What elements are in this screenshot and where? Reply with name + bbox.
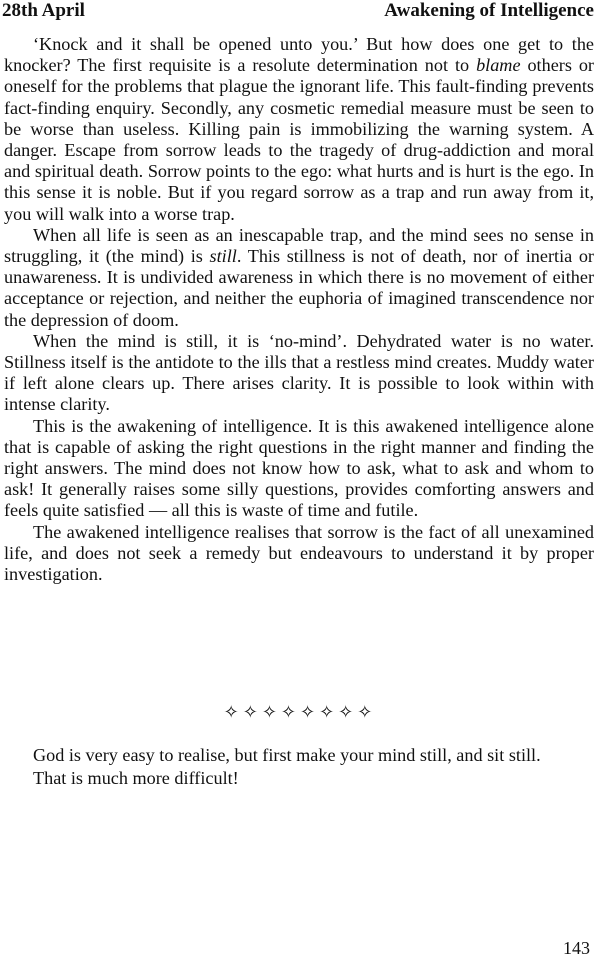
paragraph-1: ‘Knock and it shall be opened unto you.’ But how does one get to the knocker? The first requisite is a resolute determination not to blame others or oneself for the problems that plague the ignorant life. This fault-finding prevents fact-finding enquiry. Secondly, any cosmetic remedial measure must be seen to be worse than useless. Killing pain is immobilizing the warning system. A danger. Escape from sorrow leads to the tragedy of drug-addiction and moral and spiritual death. Sorrow points to the ego: what hurts and is hurt is the ego. In this sense it is noble. But if you regard sorrow as a trap and run away from it, you will walk into a worse trap.: [4, 34, 594, 224]
page-number: 143: [563, 938, 590, 958]
paragraph-2: When all life is seen as an inescapable trap, and the mind sees no sense in struggling, it (the mind) is still. This stillness is not of death, nor of inertia or unawareness. It is undivided awareness in which there is no movement of either acceptance or rejection, and neither the euphoria of imagined transcendence nor the depression of doom.: [4, 224, 594, 330]
emphasis-blame: blame: [476, 55, 521, 76]
coda-paragraph-1: God is very easy to realise, but first make your mind still, and sit still.: [33, 745, 541, 765]
paragraph-3: When the mind is still, it is ‘no-mind’. Dehydrated water is no water. Stillness itself is the antidote to the ills that a restless mind creates. Muddy water if left alone clears up. There arises clarity. It is possible to look within with intense clarity.: [4, 330, 594, 415]
running-header: [2, 0, 594, 28]
header-title: Awakening of Intelligence: [384, 0, 594, 21]
main-text: [4, 34, 594, 585]
paragraph-4: This is the awakening of intelligence. It is this awakened intelligence alone that is capable of asking the right questions in the right manner and finding the right answers. The mind does not know how to ask, what to ask and whom to ask! It generally raises some silly questions, provides comforting answers and feels quite satisfied — all this is waste of time and futile.: [4, 415, 594, 521]
emphasis-still: still: [209, 246, 237, 267]
paragraph-5: The awakened intelligence realises that sorrow is the fact of all unexamined life, and does not seek a remedy but endeavours to understand it by proper investigation.: [4, 521, 594, 585]
header-date: 28th April: [2, 0, 85, 21]
closing-text: [4, 744, 594, 790]
coda-paragraph-2: That is much more difficult!: [33, 768, 239, 788]
section-divider-ornament: ✧✧✧✧✧✧✧✧: [223, 702, 377, 722]
